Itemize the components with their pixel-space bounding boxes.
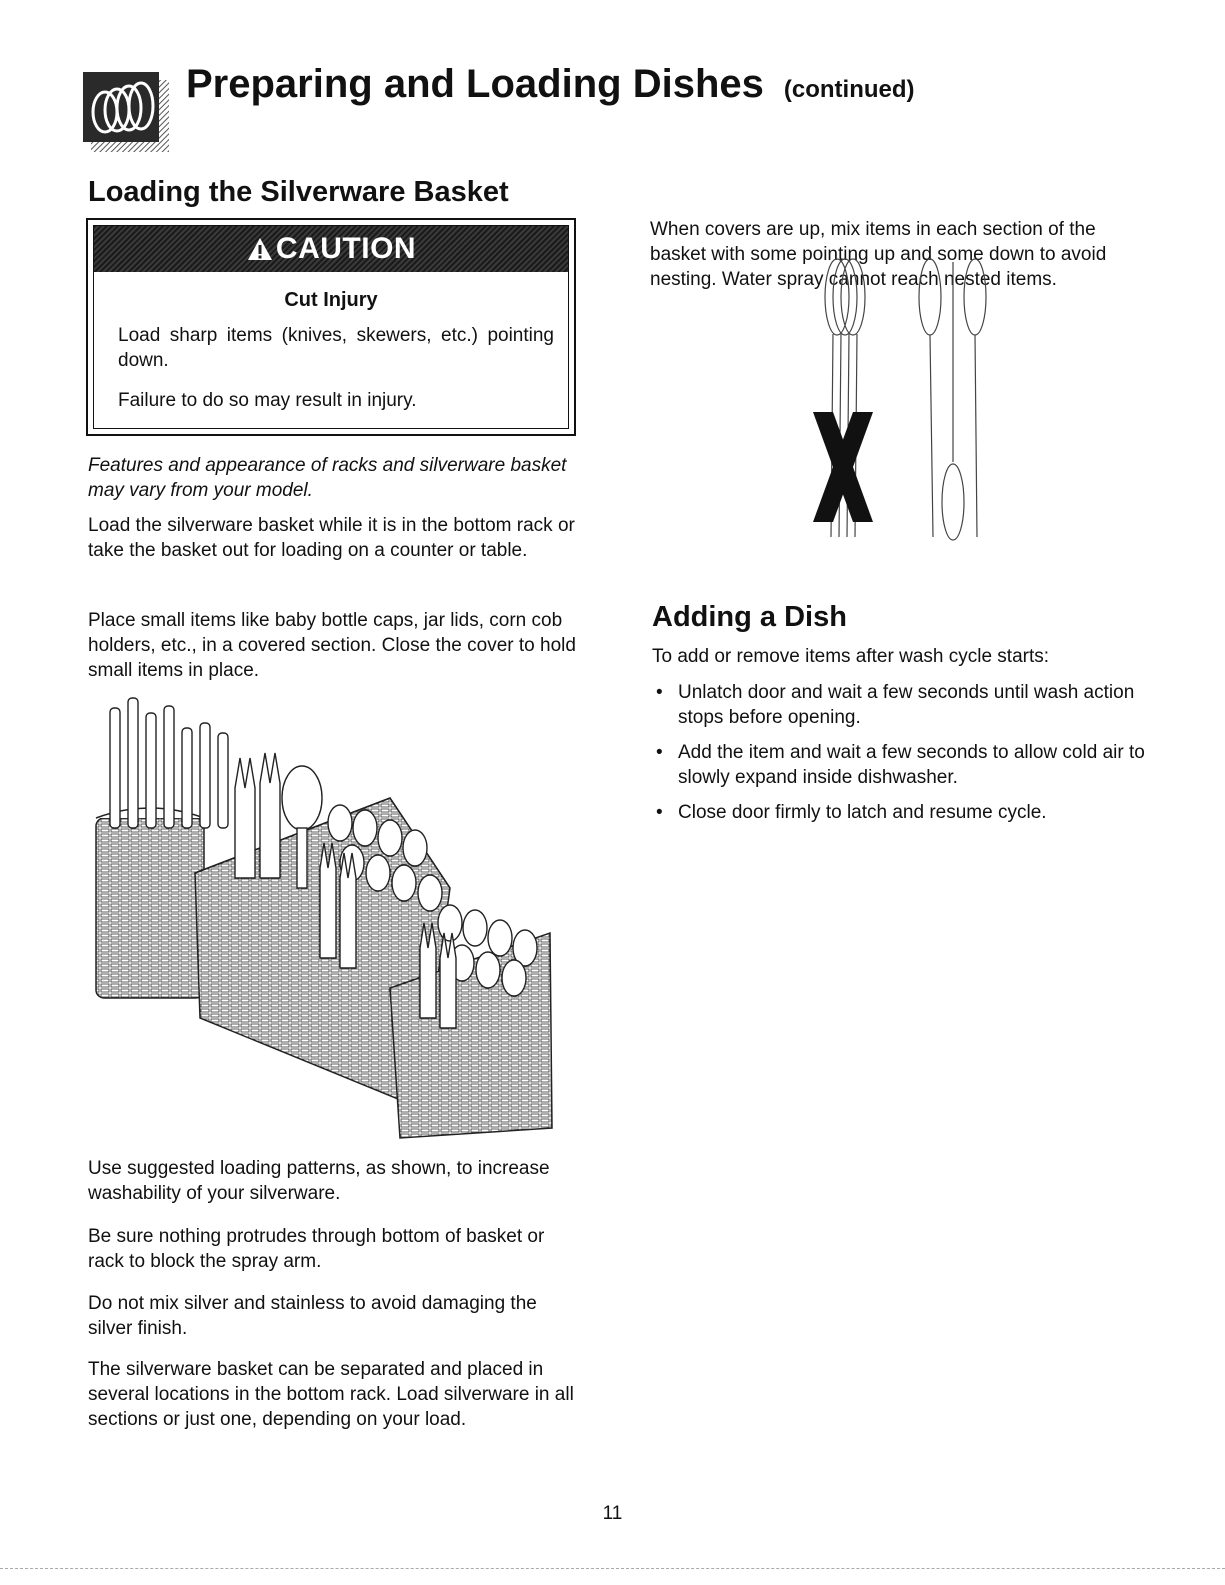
silverware-basket-illustration (90, 688, 560, 1153)
paragraph-nesting: When covers are up, mix items in each section of the basket with some pointing up and some down to avoid nesting. Water spray cannot reach nested items. (650, 219, 1107, 290)
page-number: 11 (602, 1503, 623, 1524)
caution-word: CAUTION (275, 232, 417, 265)
list-item-text: Close door firmly to latch and resume cycle. (678, 802, 1047, 823)
bullet: • (656, 682, 663, 703)
paragraph-silver-stainless: Do not mix silver and stainless to avoid damaging the silver finish. (88, 1293, 537, 1339)
paragraph-basket-location: Load the silverware basket while it is in the bottom rack or take the basket out for loading on a counter or table. (88, 515, 575, 561)
paragraph-loading-patterns: Use suggested loading patterns, as shown, to increase washability of your silverware. (88, 1158, 550, 1204)
list-item-text: Add the item and wait a few seconds to allow cold air to slowly expand inside dishwasher. (678, 742, 1145, 788)
x-mark-icon (813, 412, 873, 522)
bullet: • (656, 742, 663, 763)
list-item (652, 800, 1157, 825)
page-title-text: Preparing and Loading Dishes (186, 62, 764, 106)
section-title-adding-dish: Adding a Dish (652, 601, 847, 633)
caution-box (86, 218, 576, 436)
correct-spoons-icon (919, 259, 986, 540)
list-item (652, 740, 1157, 790)
page-title (186, 62, 915, 107)
nesting-spoons-illustration (805, 252, 1015, 552)
bottom-rule (0, 1568, 1225, 1570)
warning-triangle-icon (246, 236, 274, 262)
caution-inner (93, 225, 569, 429)
adding-dish-intro: To add or remove items after wash cycle starts: (652, 646, 1050, 667)
paragraph-protrudes: Be sure nothing protrudes through bottom of basket or rack to block the spray arm. (88, 1226, 545, 1272)
list-item-text: Unlatch door and wait a few seconds until wash action stops before opening. (678, 682, 1135, 728)
section-title-silverware: Loading the Silverware Basket (88, 176, 509, 208)
caution-line-2: Failure to do so may result in injury. (118, 390, 417, 411)
caution-line-1: Load sharp items (knives, skewers, etc.) pointing down. (118, 325, 554, 371)
paragraph-basket-separated: The silverware basket can be separated and placed in several locations in the bottom rack. Load silverware in all sections or just one, depending on your load. (88, 1359, 574, 1430)
bullet: • (656, 802, 663, 823)
list-item (652, 680, 1157, 730)
caution-heading: Cut Injury (284, 289, 378, 311)
caution-label (246, 232, 416, 266)
adding-dish-list (652, 680, 1157, 835)
italic-note: Features and appearance of racks and silverware basket may vary from your model. (88, 455, 567, 501)
paragraph-small-items: Place small items like baby bottle caps, jar lids, corn cob holders, etc., in a covered section. Close the cover to hold small items in place. (88, 610, 576, 681)
dishes-stack-icon (83, 72, 175, 158)
page-title-continued: (continued) (783, 76, 915, 103)
caution-band (94, 226, 568, 272)
